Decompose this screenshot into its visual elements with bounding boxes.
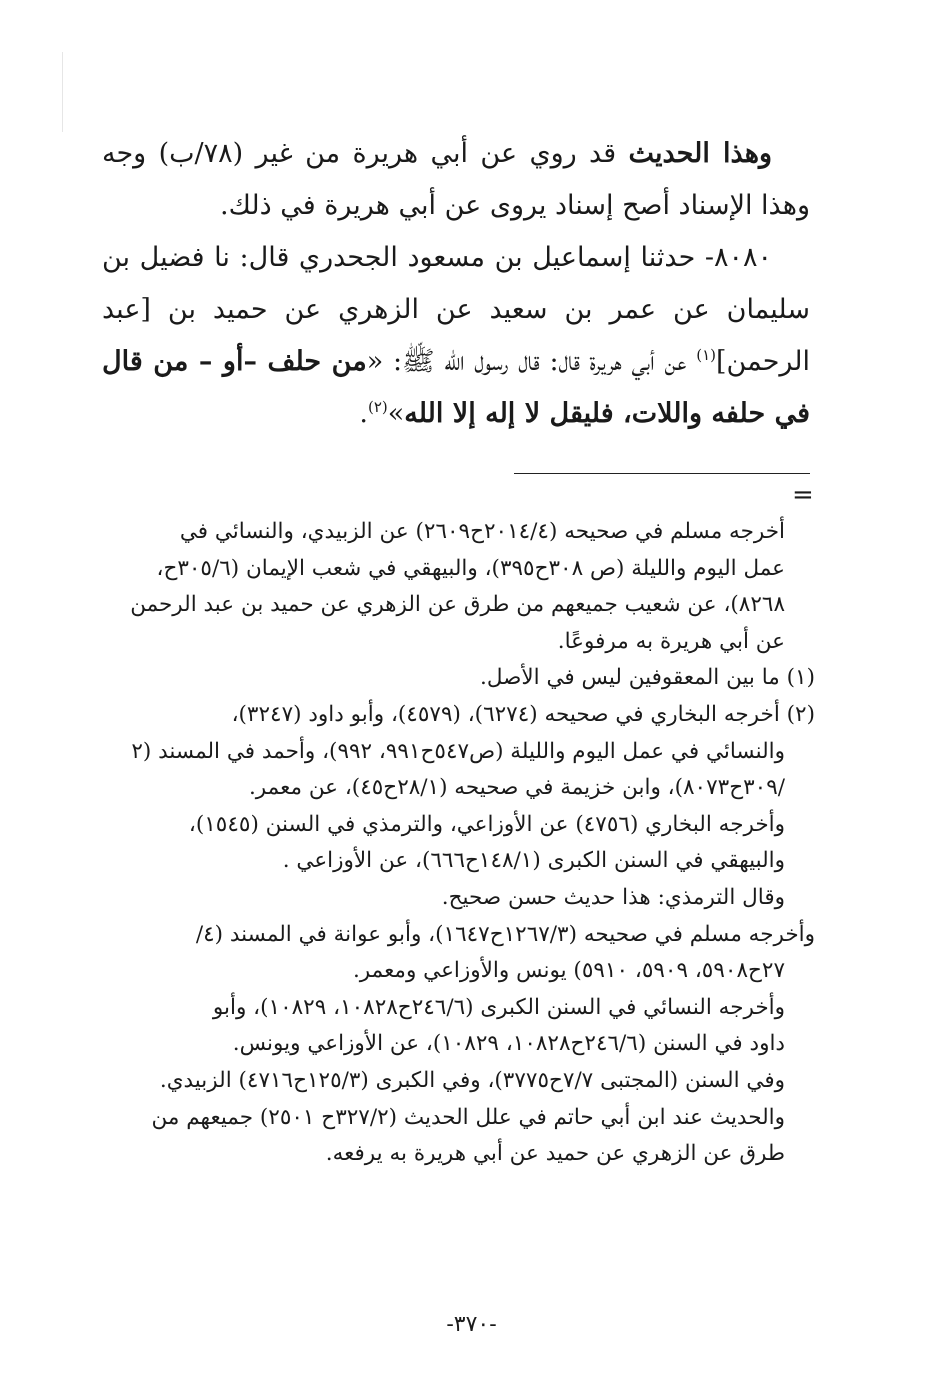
main-text <box>102 128 810 440</box>
footnote-2 <box>102 697 815 734</box>
footnote-separator <box>514 473 810 474</box>
footnote-line: طرق عن الزهري عن حميد عن أبي هريرة به يرفعه. <box>325 1141 785 1167</box>
footnote-1 <box>102 660 815 697</box>
footnote-line: عن أبي هريرة به مرفوعًا. <box>557 628 785 654</box>
paragraph-hadith-8080 <box>102 232 810 440</box>
footnote-line: أخرجه مسلم في صحيحه (٢٠١٤/٤ح٢٦٠٩) عن الزبيدي، والنسائي في <box>179 519 785 544</box>
footnote-line: ٢٧ح٥٩٠٨، ٥٩٠٩، ٥٩١٠) يونس والأوزاعي ومعمر. <box>352 958 785 984</box>
hadith-quote: من حلف –أو – من قال في حلفه واللات، فليقل لا إله إلا الله <box>102 346 810 429</box>
scan-edge-mark <box>62 52 69 132</box>
paragraph-hadith-note <box>102 128 810 232</box>
footnotes <box>102 514 815 1173</box>
footnote-continuation-mark: = <box>792 480 814 510</box>
footnote-line: وفي السنن (المجتبى ٧/٧ح٣٧٧٥)، وفي الكبرى (١٢٥/٣ح٤٧١٦) الزبيدي. <box>159 1067 785 1093</box>
footnote-2-body <box>102 734 815 917</box>
footnote-line: والبيهقي في السنن الكبرى (١٤٨/١ح٦٦٦)، عن الأوزاعي . <box>282 848 785 874</box>
footnote-line: ٨٢٦٨)، عن شعيب جميعهم من طرق عن الزهري عن حميد بن عبد الرحمن <box>130 592 785 618</box>
footnote-line: وقال الترمذي: هذا حديث حسن صحيح. <box>441 884 785 910</box>
footnote-line: وأخرجه النسائي في السنن الكبرى (٢٤٦/٦ح١٠٨٢٨، ١٠٨٢٩)، وأبو <box>212 994 785 1020</box>
paragraph-text: قد روي عن أبي هريرة من غير (٧٨/ب) وجه وهذا الإسناد أصح إسناد يروى عن أبي هريرة في ذلك. <box>102 138 810 221</box>
footnote-line: /٣٠٩ح٨٠٧٣)، وابن خزيمة في صحيحه (٢٨/١ح٤٥)، عن معمر. <box>248 775 785 801</box>
footnote-ref-1[interactable]: (١) <box>696 346 716 364</box>
footnote-line: وأخرجه مسلم في صحيحه (١٢٦٧/٣ح١٦٤٧)، وأبو عوانة في المسند (٤/ <box>195 921 815 947</box>
footnote-line: عمل اليوم والليلة (ص ٣٠٨ح٣٩٥)، والبيهقي في شعب الإيمان (٣٠٥/٦ح، <box>156 555 785 581</box>
footnote-ref-2[interactable]: (٢) <box>367 398 388 416</box>
footnote-line: وأخرجه البخاري (٤٧٥٦) عن الأوزاعي، والترمذي في السنن (١٥٤٥)، <box>188 811 785 837</box>
isnad-text: ٨٠٨٠- حدثنا إسماعيل بن مسعود الجحدري قال: نا فضيل بن سليمان عن عمر بن سعيد عن الزهري عن حميد بن [عبد الرحمن] <box>102 242 811 377</box>
footnote-2-body-2 <box>102 953 815 1173</box>
page-number: -٣٧٠- <box>446 1312 497 1337</box>
bold-lead: وهذا الحديث <box>628 138 772 169</box>
footnote-2-more <box>102 917 815 954</box>
isnad-text-2: عن أبي هريرة قال: قال رسول الله ﷺ: « <box>366 346 697 377</box>
footnote-line: والنسائي في عمل اليوم والليلة (ص٥٤٧ح٩٩١، ٩٩٢)، وأحمد في المسند (٢ <box>131 738 785 764</box>
quote-close: » <box>387 398 405 429</box>
footnote-line: والحديث عند ابن أبي حاتم في علل الحديث (٣٢٧/٢ح ٢٥٠١) جميعهم من <box>151 1104 785 1130</box>
footnote-line: داود في السنن (٢٤٦/٦ح١٠٨٢٨، ١٠٨٢٩)، عن الأوزاعي ويونس. <box>232 1031 785 1057</box>
footnote-line: (٢) أخرجه البخاري في صحيحه (٦٢٧٤)، (٤٥٧٩)، وأبو داود (٣٢٤٧)، <box>231 701 815 727</box>
footnote-line: (١) ما بين المعقوفين ليس في الأصل. <box>480 665 815 691</box>
full-stop: . <box>359 398 368 429</box>
footnote-continuation <box>102 514 815 660</box>
